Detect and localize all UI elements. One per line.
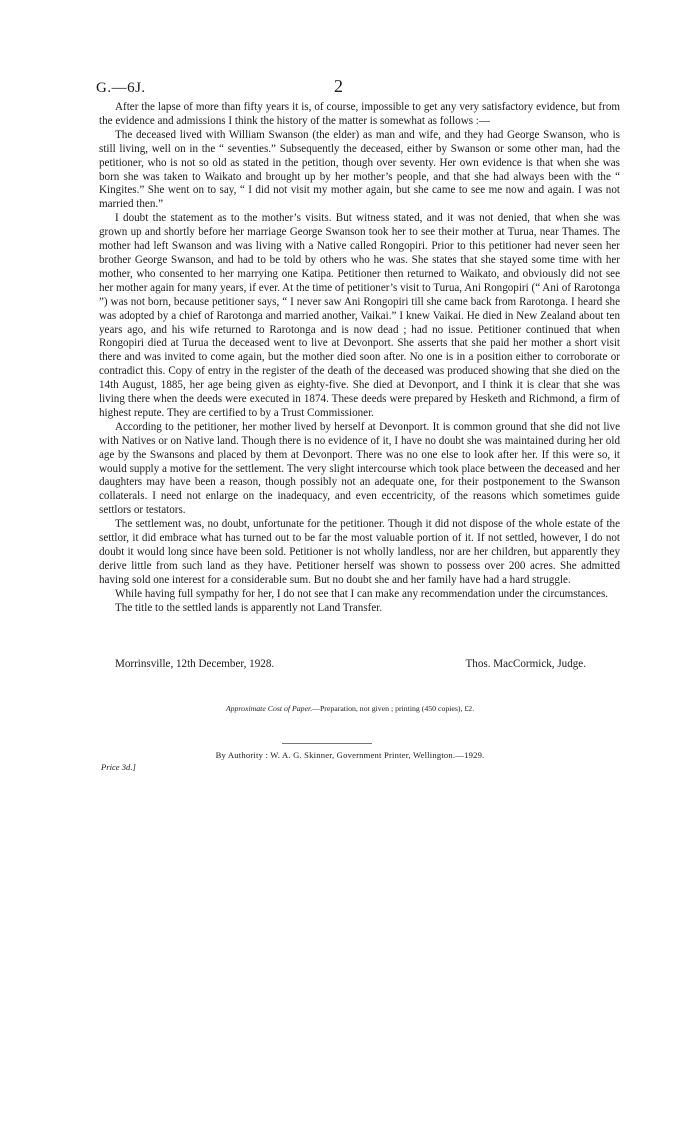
paragraph: I doubt the statement as to the mother’s visits. But witness stated, and it was not denied, that when she was grown up and shortly before her marriage George Swanson took her to see their mother at Turua, near Thames. The mother had left Swanson and was living with a Native called Rongopiri. Prior to this petitioner had never seen her brother George Swanson, and had to be told by others who he was. She states that she stayed some time with her mother, who consented to her marrying one Katipa. Petitioner then returned to Waikato, and obviously did not see her mother again for many years, if ever. At the time of petitioner’s visit to Turua, Ani Rongopiri (“ Ani of Rarotonga ”) was not born, because petitioner says, “ I never saw Ani Rongopiri till she came back from Rarotonga. I heard she was adopted by a chief of Rarotonga and married another, Vaikai.” I knew Vaikai. He died in New Zealand about ten years ago, and his wife returned to Rarotonga and is now dead ; had no issue. Petitioner continued that when Rongopiri died at Turua the deceased went to live at Devonport. She asserts that she paid her mother a short visit there and was invited to come again, but the mother died soon after. No one is in a position either to corroborate or contradict this. Copy of entry in the register of the death of the deceased was produced showing that she died on the 14th August, 1885, her age being given as eighty-five. She died at Devonport, and I think it is clear that she was living there when the deeds were executed in 1874. These deeds were prepared by Hesketh and Richmond, a firm of highest repute. They are certified to by a Trust Commissioner. <box>99 212 620 419</box>
paragraph: The title to the settled lands is apparently not Land Transfer. <box>115 601 383 614</box>
judge-signature: Thos. MacCormick, Judge. <box>465 658 586 670</box>
price: Price 3d.] <box>101 762 136 772</box>
document-reference: G.—6J. <box>96 80 146 96</box>
paragraph: After the lapse of more than fifty years it is, of course, impossible to get any very satisfactory evidence, but from the evidence and admissions I think the history of the matter is somewhat as follows :— <box>99 101 620 127</box>
cost-text: —Preparation, not given ; printing (450 copies), £2. <box>312 704 475 713</box>
paragraph: The deceased lived with William Swanson (the elder) as man and wife, and they had George Swanson, who is still living, well on in the “ seventies.” Subsequently the deceased, either by Swanson or some other man, had the petitioner, who is not so old as stated in the petition, though over seventy. Her own evidence is that when she was born she was taken to Waikato and brought up by her mother’s people, and that she had always been with the “ Kingites.” She went on to say, “ I did not visit my mother again, but she came to see me now and again. I was not married then.” <box>99 128 620 211</box>
page-number: 2 <box>334 76 343 96</box>
signoff-date: Morrinsville, 12th December, 1928. <box>115 658 275 670</box>
printer-authority: By Authority : W. A. G. Skinner, Government Printer, Wellington.—1929. <box>215 750 485 760</box>
cost-of-paper <box>0 704 700 713</box>
paragraph: The settlement was, no doubt, unfortunate for the petitioner. Though it did not dispose of the whole estate of the settlor, it did embrace what has turned out to be far the most valuable portion of it. If not settled, however, I do not doubt it would long since have been sold. Petitioner is not wholly landless, nor are her children, but apparently they derive little from such land as they have. Petitioner herself was shown to possess over 200 acres. She admitted having sold one interest for a considerable sum. But no doubt she and her family have had a hard struggle. <box>99 518 620 586</box>
divider <box>282 743 372 744</box>
report-body <box>99 101 620 616</box>
paragraph: According to the petitioner, her mother lived by herself at Devonport. It is common ground that she did not live with Natives or on Native land. Though there is no evidence of it, I have no doubt she was maintained during her old age by the Swansons and placed by them at Devonport. There was no one else to look after her. If this were so, it would supply a motive for the settlement. The very slight intercourse which took place between the deceased and her daughters may have been a reason, though possibly not an adequate one, for their postponement to the Swanson collaterals. I need not enlarge on the inadequacy, and even eccentricity, of the reasons which sometimes guide settlors or testators. <box>99 420 620 517</box>
paragraph: While having full sympathy for her, I do not see that I can make any recommendation under the circumstances. <box>115 587 609 600</box>
cost-label: Approximate Cost of Paper. <box>225 704 313 713</box>
